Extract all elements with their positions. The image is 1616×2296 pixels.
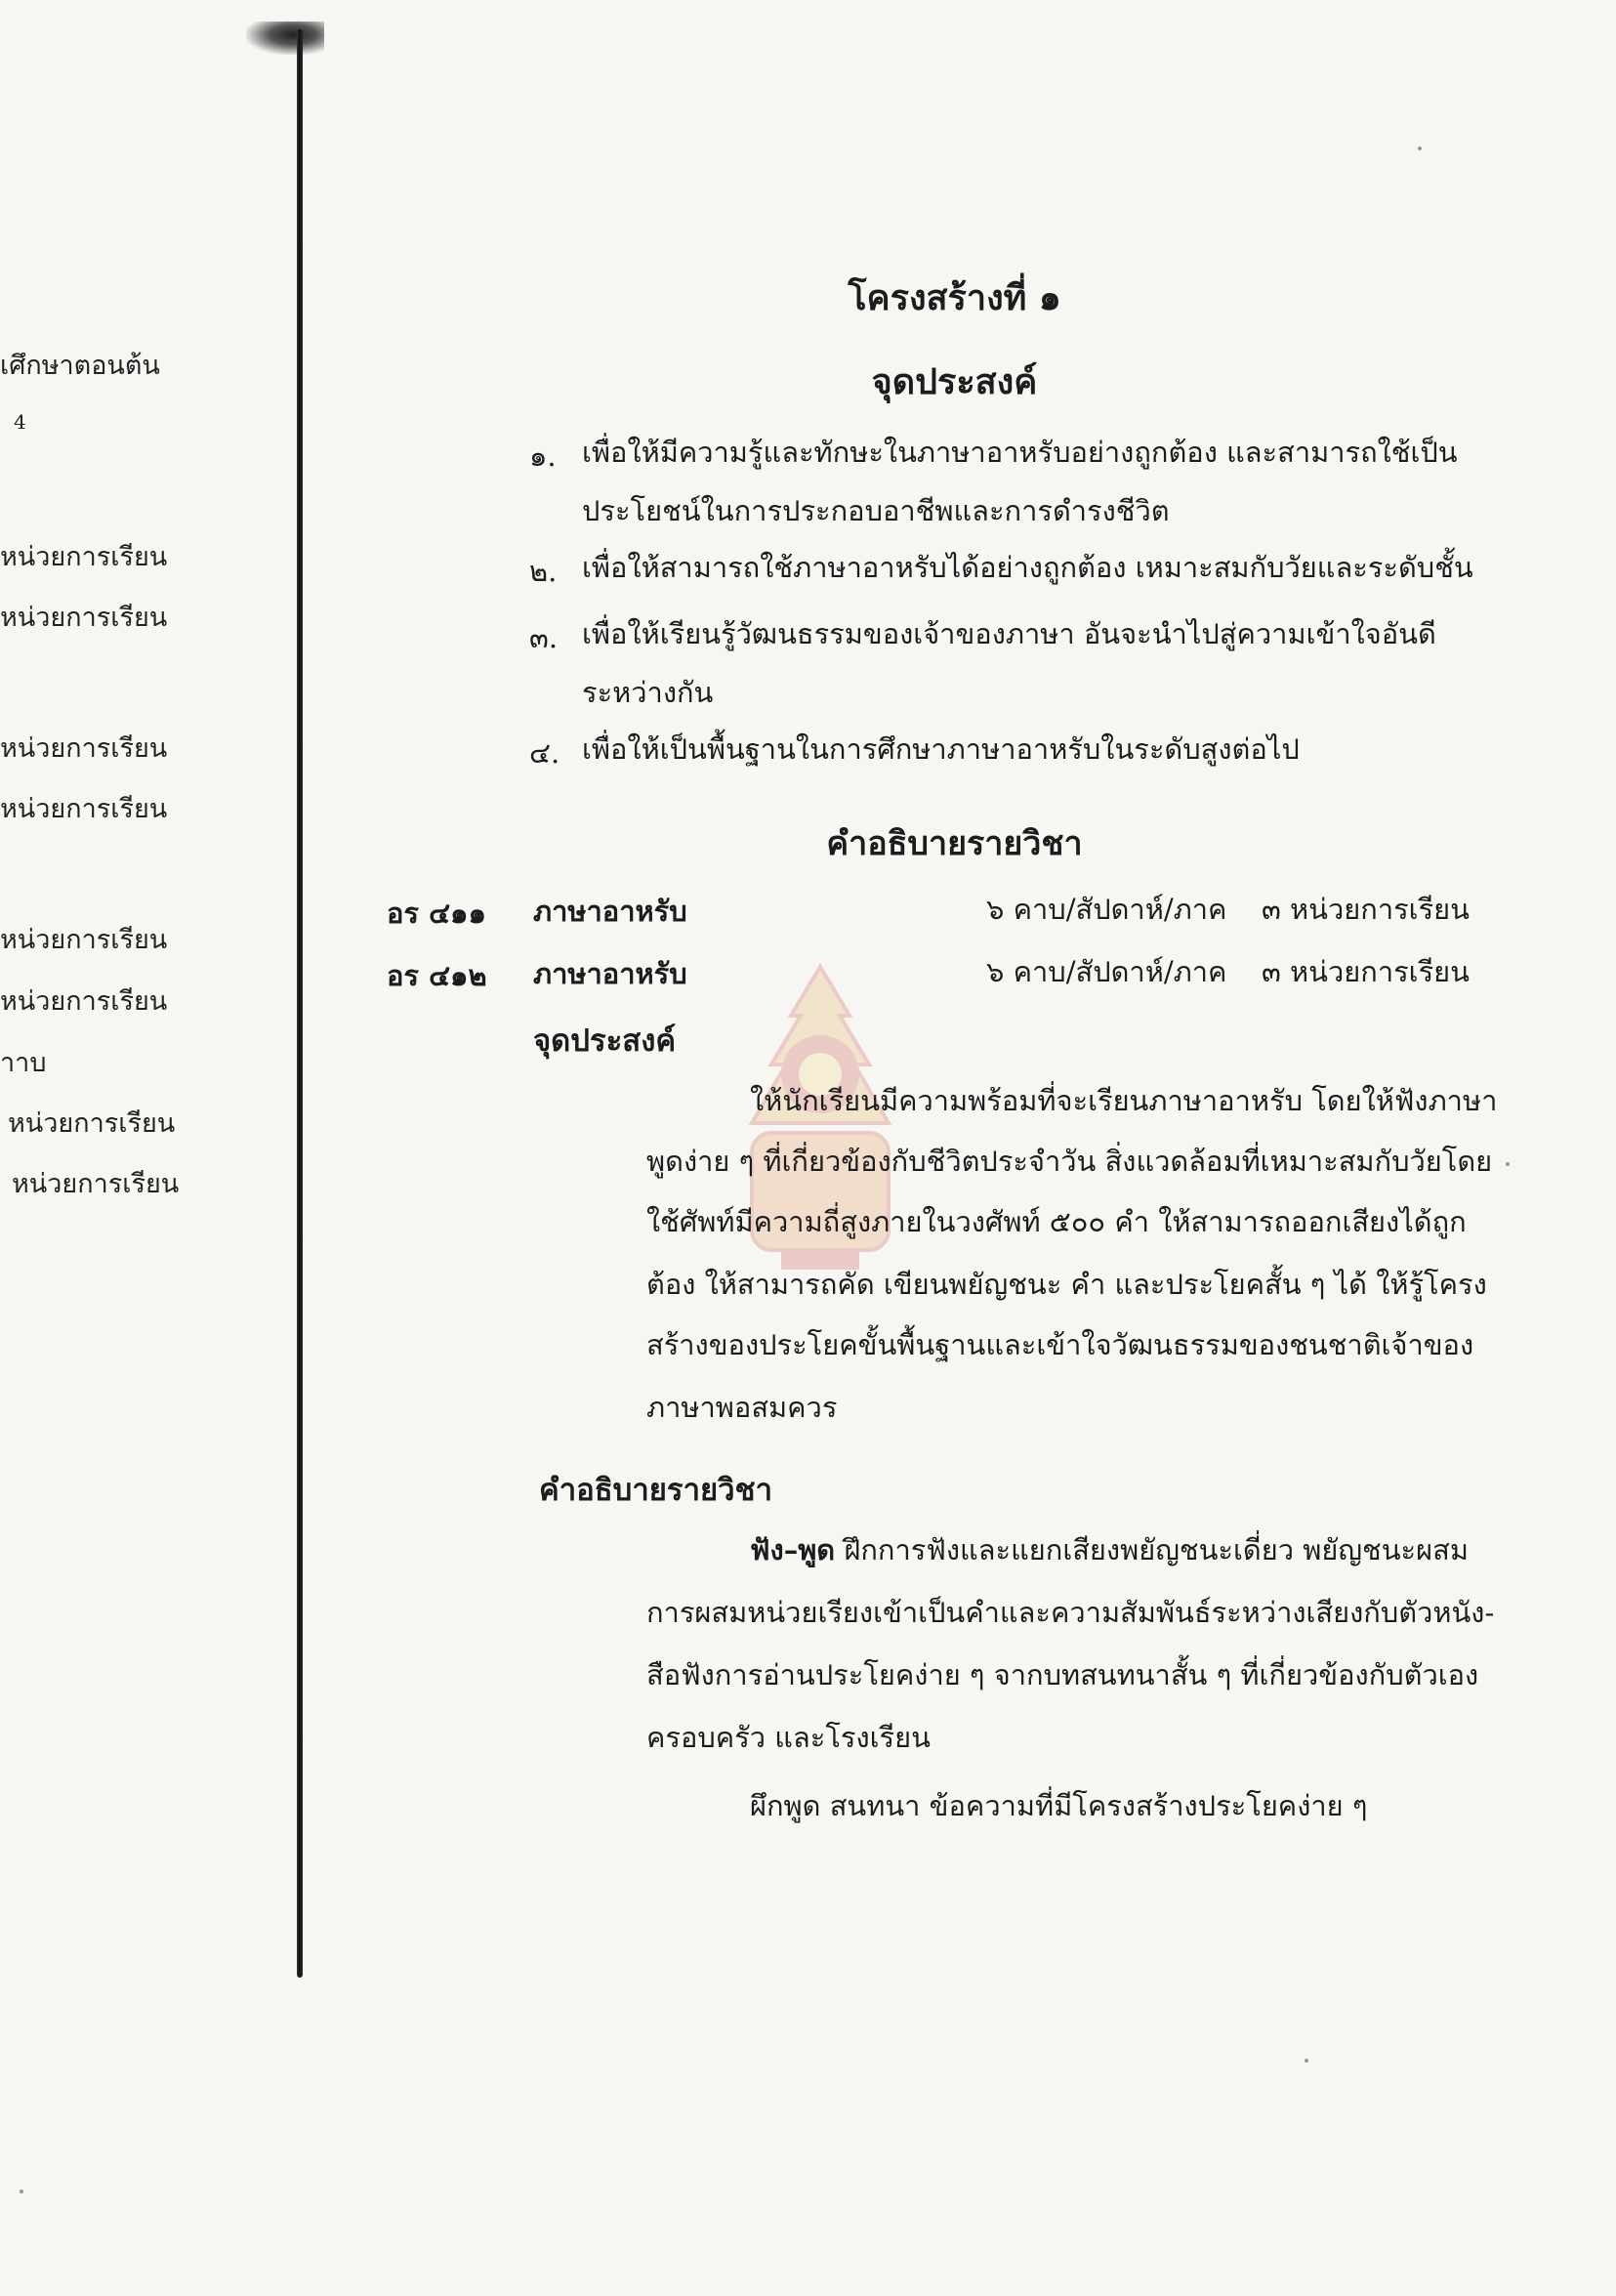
course-name: ภาษาอาหรับ [533, 957, 687, 990]
paragraph-line: การผสมหน่วยเรียงเข้าเป็นคำและความสัมพันธ์ระหว่างเสียงกับตัวหนัง- [646, 1596, 1495, 1629]
objective-text: เพื่อให้สามารถใช้ภาษาอาหรับได้อย่างถูกต้อง เหมาะสมกับวัยและระดับชั้น [582, 551, 1473, 584]
paragraph-line: ต้อง ให้สามารถคัด เขียนพยัญชนะ คำ และประโยคสั้น ๆ ได้ ให้รู้โครง [646, 1268, 1487, 1301]
objective-number: ๓. [529, 621, 559, 654]
binding-shadow [246, 21, 324, 55]
scan-speck [1305, 2059, 1308, 2063]
side-text: หน่วยการเรียน [0, 733, 168, 764]
objective-number: ๔. [529, 736, 560, 770]
paragraph-line: ผึกพูด สนทนา ข้อความที่มีโครงสร้างประโยคง่าย ๆ [750, 1789, 1368, 1822]
course-hours: ๖ คาบ/สัปดาห์/ภาค [986, 893, 1227, 926]
objective-text: เพื่อให้มีความรู้และทักษะในภาษาอาหรับอย่างถูกต้อง และสามารถใช้เป็น [582, 436, 1458, 469]
course-code: อร ๔๑๑ [387, 897, 486, 930]
paragraph-line [750, 1527, 1469, 1572]
side-text: หน่วยการเรียน [0, 794, 168, 824]
objective-number: ๒. [529, 555, 558, 588]
scan-speck [1506, 1162, 1510, 1166]
objective-number: ๑. [529, 439, 557, 473]
paragraph-line: สร้างของประโยคขั้นพื้นฐานและเข้าใจวัฒนธรรมของชนชาติเจ้าของ [646, 1328, 1474, 1361]
paragraph-line: ภาษาพอสมควร [646, 1391, 838, 1424]
objective-text: เพื่อให้เรียนรู้วัฒนธรรมของเจ้าของภาษา อันจะนำไปสู่ความเข้าใจอันดี [582, 617, 1436, 650]
structure-heading: โครงสร้างที่ ๑ [848, 277, 1061, 318]
objectives-title: จุดประสงค์ [871, 361, 1038, 402]
course-description-title: คำอธิบายรายวิชา [826, 824, 1083, 863]
side-text: หน่วยการเรียน [12, 1169, 180, 1199]
paragraph-line: ให้นักเรียนมีความพร้อมที่จะเรียนภาษาอาหรับ โดยให้ฟังภาษา [750, 1084, 1498, 1117]
paragraph-line: สือฟังการอ่านประโยคง่าย ๆ จากบทสนทนาสั้น ๆ ที่เกี่ยวข้องกับตัวเอง [646, 1658, 1479, 1691]
side-text: าาบ [0, 1048, 47, 1078]
side-text: หน่วยการเรียน [0, 925, 168, 955]
course-objective-title: จุดประสงค์ [533, 1023, 677, 1059]
course-credits: ๓ หน่วยการเรียน [1262, 893, 1470, 926]
paragraph-line: พูดง่าย ๆ ที่เกี่ยวข้องกับชีวิตประจำวัน สิ่งแวดล้อมที่เหมาะสมกับวัยโดย [646, 1145, 1493, 1178]
scan-speck [20, 2190, 23, 2193]
paragraph-line: ใช้ศัพท์มีความถี่สูงภายในวงศัพท์ ๕๐๐ คำ ให้สามารถออกเสียงได้ถูก [646, 1205, 1467, 1238]
side-text: หน่วยการเรียน [0, 603, 168, 633]
side-text: หน่วยการเรียน [0, 542, 168, 572]
objective-text: เพื่อให้เป็นพื้นฐานในการศึกษาภาษาอาหรับในระดับสูงต่อไป [582, 732, 1300, 766]
side-text: หน่วยการเรียน [8, 1108, 176, 1139]
course-credits: ๓ หน่วยการเรียน [1262, 955, 1470, 988]
side-text: 4 [14, 410, 26, 434]
objective-text: ระหว่างกัน [582, 676, 714, 709]
course-code: อร ๔๑๒ [387, 959, 487, 992]
course-hours: ๖ คาบ/สัปดาห์/ภาค [986, 955, 1227, 988]
course-name: ภาษาอาหรับ [533, 895, 687, 928]
listening-speaking-label: ฟัง–พูด [750, 1533, 836, 1566]
course-description-subtitle: คำอธิบายรายวิชา [539, 1473, 773, 1508]
scan-speck [1418, 146, 1422, 150]
side-text: เศึกษาตอนต้น [0, 351, 160, 381]
paragraph-line: ครอบครัว และโรงเรียน [646, 1721, 931, 1754]
paragraph-text: ฝึกการฟังและแยกเสียงพยัญชนะเดี่ยว พยัญชนะผสม [835, 1533, 1469, 1566]
side-text: หน่วยการเรียน [0, 986, 168, 1017]
objective-text: ประโยชน์ในการประกอบอาชีพและการดำรงชีวิต [582, 494, 1170, 527]
